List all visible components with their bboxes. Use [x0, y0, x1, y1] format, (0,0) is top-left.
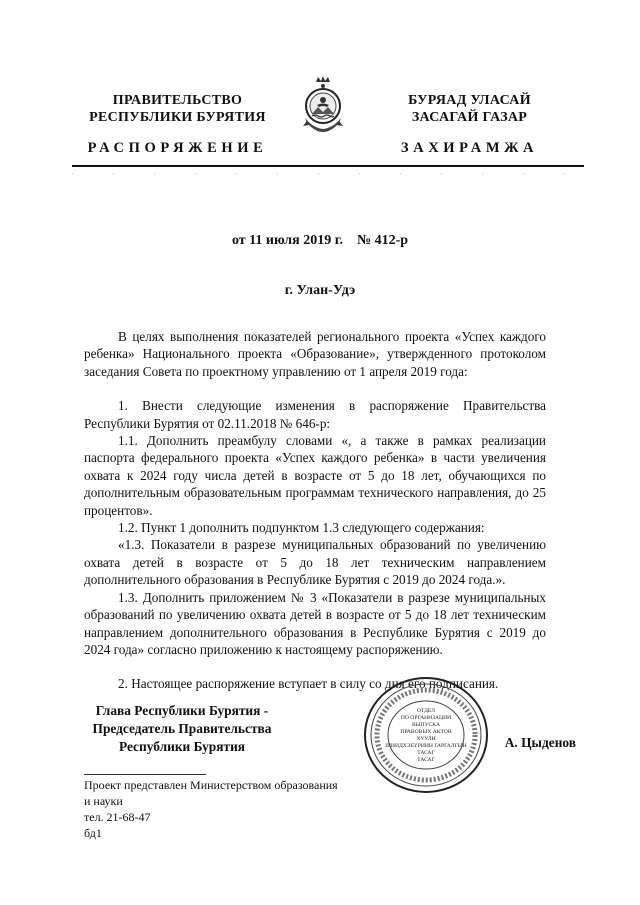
signatory-title [76, 702, 288, 756]
signatory-name: А. Цыденов [504, 735, 576, 750]
order-type-right: ЗАХИРАМЖА [400, 140, 539, 156]
seal-text-line7: ТАСАГ [417, 750, 435, 756]
order-type-left: РАСПОРЯЖЕНИЕ [87, 140, 268, 156]
seal-text-line8: ТАСАГ [417, 757, 435, 763]
header-right-line2: ЗАСАГАЙ ГАЗАР [411, 110, 528, 125]
header-left-line2: РЕСПУБЛИКИ БУРЯТИЯ [89, 110, 266, 125]
signatory-title-line3: Республики Бурятия [118, 739, 246, 754]
footnote-line2: и науки [84, 794, 123, 808]
order-date-number: от 11 июля 2019 г. № 412-р [231, 233, 409, 248]
header-right-title [372, 92, 567, 126]
paragraph-item-1: 1. Внести следующие изменения в распоряжение Правительства Республики Бурятия от 02.11.2018 № 646-р: [84, 398, 546, 431]
footnote [84, 777, 384, 825]
footnote-phone: тел. 21-68-47 [84, 810, 151, 824]
paragraph-item-2: 2. Настоящее распоряжение вступает в силу со дня его подписания. [118, 676, 499, 692]
seal-text-line1: ОТДЕЛ [416, 708, 436, 714]
header-dotted-line [72, 171, 584, 177]
signatory-title-line2: Председатель Правительства [92, 721, 272, 736]
seal-text-line5: ХУУЛИ [416, 736, 436, 742]
seal-text-line2: ПО ОРГАНИЗАЦИИ [400, 715, 452, 721]
document-body [84, 328, 546, 693]
header-right-line1: БУРЯАД УЛАСАЙ [408, 93, 531, 108]
seal-text-line4: ПРАВОВЫХ АКТОВ [400, 729, 452, 735]
paragraph-item-1-2: 1.2. Пункт 1 дополнить подпунктом 1.3 следующего содержания: [118, 520, 485, 536]
footnote-divider [84, 774, 206, 775]
paragraph-item-1-2-quote: «1.3. Показатели в разрезе муниципальных образований по увеличению охвата детей в возрасте от 5 до 18 лет техническим направлением дополнительного образования в Республике Бурятия с 2019 до 2024 года.». [84, 537, 546, 588]
footnote-line1: Проект представлен Министерством образования [84, 778, 338, 792]
header-left-title [70, 92, 285, 126]
header-left-line1: ПРАВИТЕЛЬСТВО [112, 93, 243, 108]
order-city: г. Улан-Удэ [284, 283, 356, 298]
paragraph-preamble: В целях выполнения показателей регионального проекта «Успех каждого ребенка» Национального проекта «Образование», утвержденного протоколом заседания Совета по проектному управлению от 1 апреля 2019 года: [84, 329, 546, 379]
document-code: бд1 [84, 826, 102, 840]
header-divider [72, 165, 584, 167]
signatory-title-line1: Глава Республики Бурятия - [95, 703, 269, 718]
coat-of-arms-icon [299, 74, 347, 138]
seal-text-line3: ВЫПУСКА [411, 722, 441, 728]
paragraph-item-1-3: 1.3. Дополнить приложением № 3 «Показатели в разрезе муниципальных образований по увеличению охвата детей в возрасте от 5 до 18 лет техническим направлением дополнительного образования в Республике Бурятия с 2019 до 2024 года» согласно приложению к настоящему распоряжению. [84, 589, 546, 657]
seal-text-line6: ШИИДХЭБҮРИИН ГАРГАЛГЫН [385, 743, 467, 749]
paragraph-item-1-1: 1.1. Дополнить преамбулу словами «, а также в рамках реализации паспорта федерального проекта «Успех каждого ребенка» в части увеличения охвата к 2024 году числа детей в возрасте от 5 до 18 лет, обучающихся по дополнительным образовательным программам технического направления, до 25 процентов». [84, 433, 546, 518]
